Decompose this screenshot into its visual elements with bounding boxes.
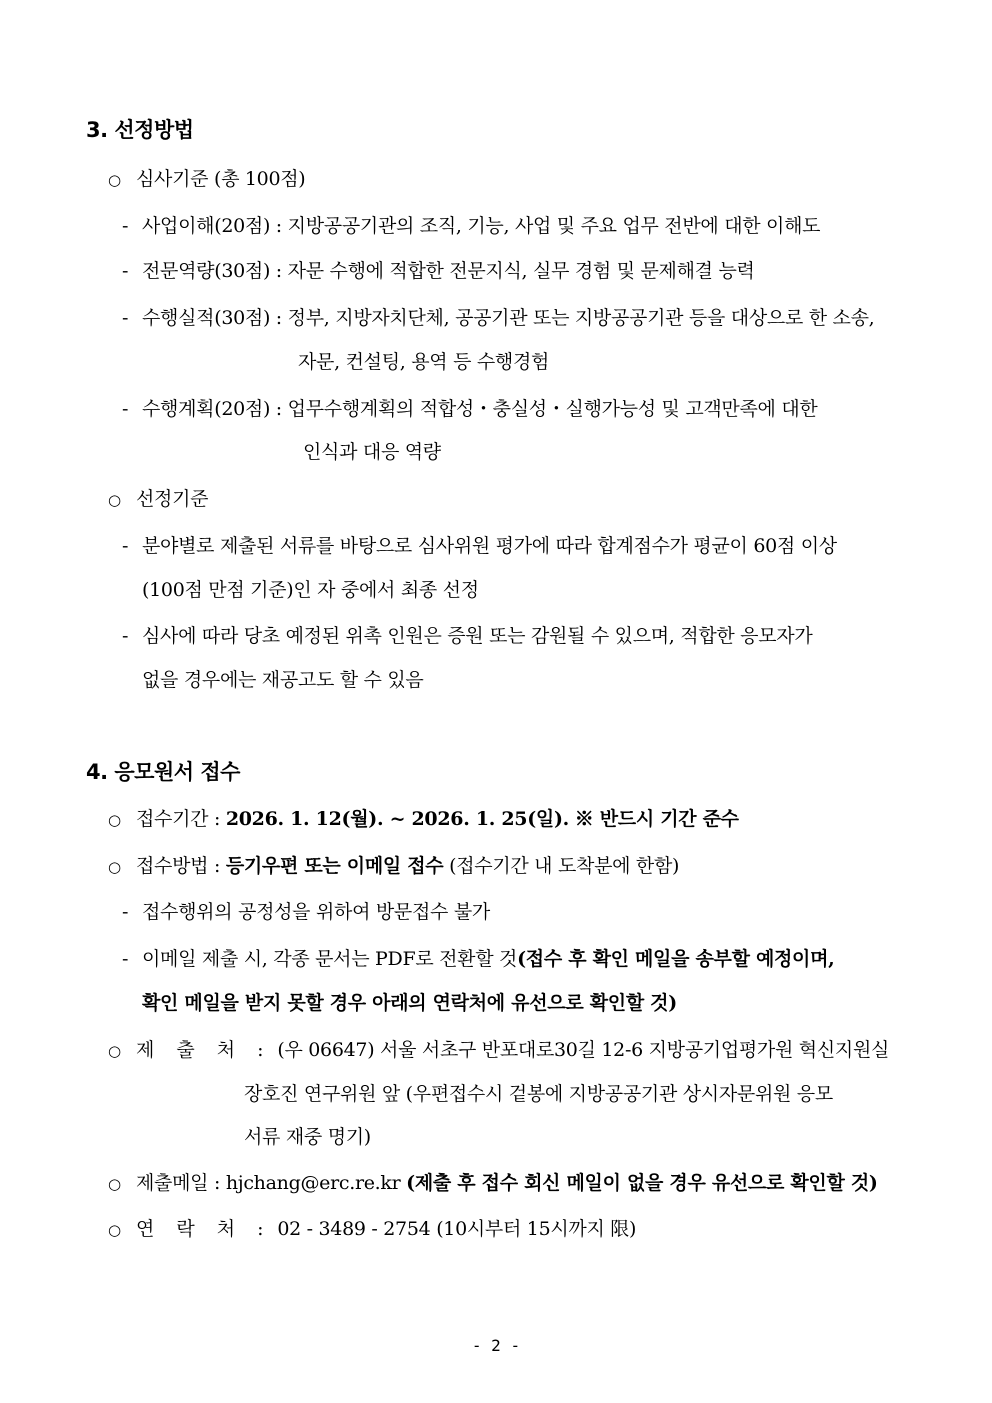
method-item-bold-continued: 확인 메일을 받지 못할 경우 아래의 연락처에 유선으로 확인할 것) <box>142 992 677 1014</box>
criteria-item-performance <box>122 305 874 331</box>
circle-bullet-icon: ○ <box>108 858 121 876</box>
section-3-heading: 3. 선정방법 <box>86 118 194 142</box>
criteria-item-expertise <box>122 258 755 284</box>
contact-row <box>108 1216 636 1243</box>
selection-text-continued: 없을 경우에는 재공고도 할 수 있음 <box>142 669 424 691</box>
period-row <box>108 806 739 833</box>
contact-phone: 02 - 3489 - 2754 <box>277 1218 431 1240</box>
circle-bullet-icon: ○ <box>108 491 121 509</box>
selection-item-score <box>122 533 837 559</box>
page-number: - 2 - <box>471 1336 521 1355</box>
circle-bullet-icon: ○ <box>108 1221 121 1239</box>
dash-bullet: - <box>122 307 129 329</box>
circle-bullet-icon: ○ <box>108 1175 121 1193</box>
criteria-text: 지방공공기관의 조직, 기능, 사업 및 주요 업무 전반에 대한 이해도 <box>287 215 821 237</box>
period-label: 접수기간 : <box>136 808 221 830</box>
destination-row <box>108 1037 889 1064</box>
destination-line3: 서류 재중 명기) <box>244 1126 371 1148</box>
criteria-label: 수행계획(20점) : <box>142 398 282 420</box>
circle-bullet-icon: ○ <box>108 171 121 189</box>
method-label: 접수방법 : <box>136 855 221 877</box>
criteria-text: 업무수행계획의 적합성・충실성・실행가능성 및 고객만족에 대한 <box>287 398 818 420</box>
dash-bullet: - <box>122 948 129 970</box>
method-row <box>108 853 679 880</box>
dash-bullet: - <box>122 901 129 923</box>
dash-bullet: - <box>122 625 129 647</box>
method-item-no-visit <box>122 899 490 925</box>
selection-text-continued: (100점 만점 기준)인 자 중에서 최종 선정 <box>142 579 479 601</box>
selection-title-row <box>108 486 208 513</box>
email-row <box>108 1170 878 1197</box>
criteria-label: 수행실적(30점) : <box>142 307 282 329</box>
circle-bullet-icon: ○ <box>108 1042 121 1060</box>
criteria-item-business <box>122 213 908 239</box>
email-address-link[interactable]: hjchang@erc.re.kr <box>225 1172 401 1194</box>
criteria-label: 사업이해(20점) : <box>142 215 282 237</box>
method-item-text: 이메일 제출 시, 각종 문서는 PDF로 전환할 것 <box>142 948 518 970</box>
criteria-label: 전문역량(30점) : <box>142 260 282 282</box>
email-note: (제출 후 접수 회신 메일이 없을 경우 유선으로 확인할 것) <box>406 1172 878 1194</box>
method-note: (접수기간 내 도착분에 한함) <box>449 855 680 877</box>
method-item-text: 접수행위의 공정성을 위하여 방문접수 불가 <box>142 901 490 923</box>
criteria-item-plan <box>122 396 817 422</box>
section-4-heading: 4. 응모원서 접수 <box>86 760 240 784</box>
period-value: 2026. 1. 12(월). ~ 2026. 1. 25(일). <box>225 808 569 830</box>
selection-item-adjust <box>122 623 812 649</box>
criteria-title: 심사기준 (총 100점) <box>136 168 306 190</box>
destination-line2: 장호진 연구위원 앞 (우편접수시 겉봉에 지방공공기관 상시자문위원 응모 <box>244 1083 833 1105</box>
dash-bullet: - <box>122 260 129 282</box>
dash-bullet: - <box>122 215 129 237</box>
selection-text: 분야별로 제출된 서류를 바탕으로 심사위원 평가에 따라 합계점수가 평균이 60점 이상 <box>142 535 837 557</box>
criteria-text-continued: 인식과 대응 역량 <box>303 441 441 463</box>
criteria-text-continued: 자문, 컨설팅, 용역 등 수행경험 <box>298 351 550 373</box>
method-item-email-pdf <box>122 946 834 972</box>
criteria-text: 자문 수행에 적합한 전문지식, 실무 경험 및 문제해결 능력 <box>287 260 755 282</box>
period-note: ※ 반드시 기간 준수 <box>574 808 739 830</box>
email-label: 제출메일 : <box>136 1172 221 1194</box>
selection-text: 심사에 따라 당초 예정된 위촉 인원은 증원 또는 감원될 수 있으며, 적합한 응모자가 <box>142 625 813 647</box>
circle-bullet-icon: ○ <box>108 811 121 829</box>
criteria-title-row <box>108 166 305 193</box>
contact-note: (10시부터 15시까지 限) <box>436 1218 637 1240</box>
method-value: 등기우편 또는 이메일 접수 <box>225 855 444 877</box>
selection-title: 선정기준 <box>136 488 209 510</box>
method-item-bold: (접수 후 확인 메일을 송부할 예정이며, <box>517 948 835 970</box>
dash-bullet: - <box>122 398 129 420</box>
criteria-text: 정부, 지방자치단체, 공공기관 또는 지방공공기관 등을 대상으로 한 소송, <box>287 307 875 329</box>
destination-line1: (우 06647) 서울 서초구 반포대로30길 12-6 지방공기업평가원 혁신지원실 <box>277 1039 890 1061</box>
contact-label: 연 락 처 : <box>136 1218 272 1240</box>
destination-label: 제 출 처 : <box>136 1039 272 1061</box>
dash-bullet: - <box>122 535 129 557</box>
